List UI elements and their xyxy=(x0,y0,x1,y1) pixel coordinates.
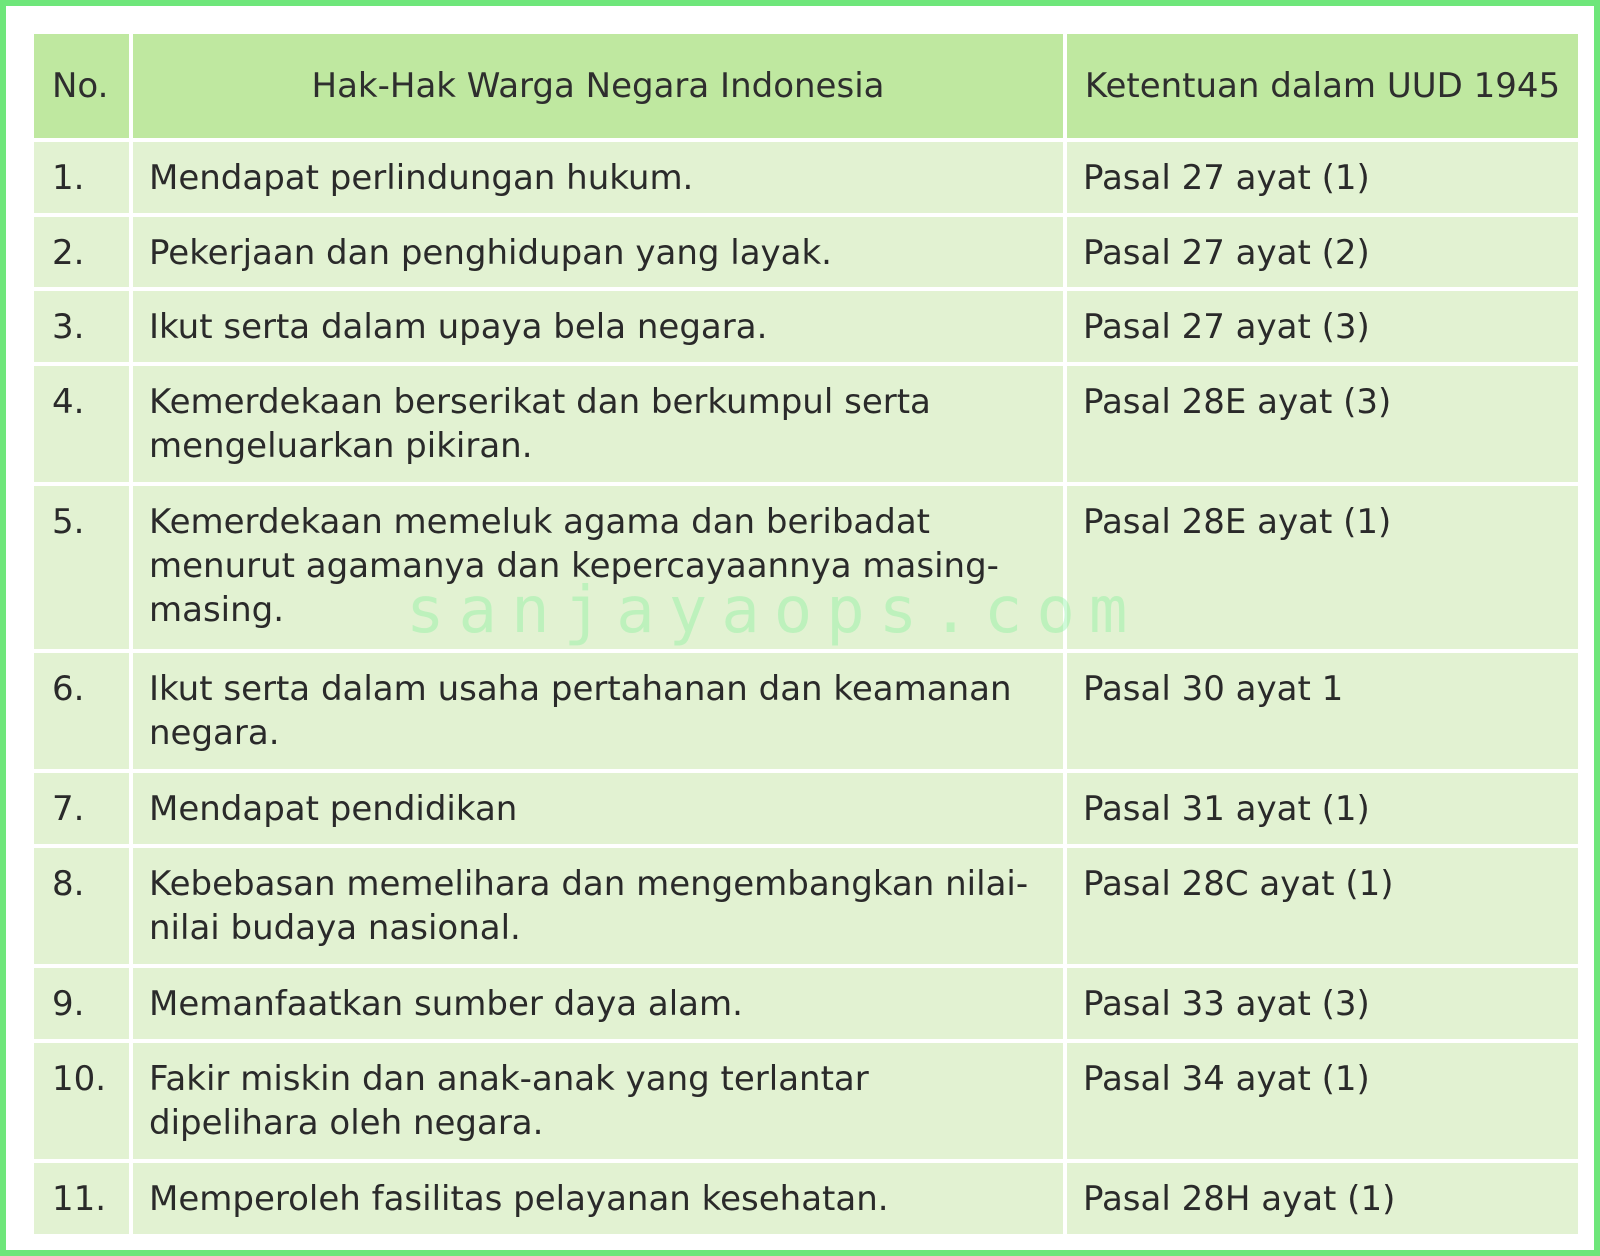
table-row xyxy=(34,217,1578,288)
row-right: Fakir miskin dan anak-anak yang terlantar dipelihara oleh negara. xyxy=(133,1043,1063,1159)
row-right: Kemerdekaan memeluk agama dan beribadat menurut agamanya dan kepercayaannya masing-masing. xyxy=(133,486,1063,648)
table-row xyxy=(34,773,1578,844)
row-number: 11. xyxy=(34,1163,129,1234)
row-number: 8. xyxy=(34,848,129,964)
table-row xyxy=(34,486,1578,648)
row-article: Pasal 31 ayat (1) xyxy=(1067,773,1578,844)
row-article: Pasal 28C ayat (1) xyxy=(1067,848,1578,964)
table-row xyxy=(34,653,1578,769)
row-number: 3. xyxy=(34,291,129,362)
row-number: 9. xyxy=(34,968,129,1039)
row-number: 7. xyxy=(34,773,129,844)
table-row xyxy=(34,848,1578,964)
row-right: Ikut serta dalam usaha pertahanan dan keamanan negara. xyxy=(133,653,1063,769)
row-article: Pasal 28E ayat (1) xyxy=(1067,486,1578,648)
row-article: Pasal 27 ayat (3) xyxy=(1067,291,1578,362)
row-number: 2. xyxy=(34,217,129,288)
watermark-text: sanjayaops.com xyxy=(406,574,1142,648)
row-right: Ikut serta dalam upaya bela negara. xyxy=(133,291,1063,362)
row-number: 5. xyxy=(34,486,129,648)
row-right: Pekerjaan dan penghidupan yang layak. xyxy=(133,217,1063,288)
header-no: No. xyxy=(34,34,129,138)
table-row xyxy=(34,142,1578,213)
row-article: Pasal 30 ayat 1 xyxy=(1067,653,1578,769)
table-header-row xyxy=(34,34,1578,138)
header-ketentuan: Ketentuan dalam UUD 1945 xyxy=(1067,34,1578,138)
row-article: Pasal 28E ayat (3) xyxy=(1067,366,1578,482)
table-row xyxy=(34,291,1578,362)
row-article: Pasal 34 ayat (1) xyxy=(1067,1043,1578,1159)
table-row xyxy=(34,1043,1578,1159)
row-article: Pasal 27 ayat (1) xyxy=(1067,142,1578,213)
row-number: 10. xyxy=(34,1043,129,1159)
table-row xyxy=(34,1163,1578,1234)
row-article: Pasal 33 ayat (3) xyxy=(1067,968,1578,1039)
row-right: Kemerdekaan berserikat dan berkumpul serta mengeluarkan pikiran. xyxy=(133,366,1063,482)
row-right: Kebebasan memelihara dan mengembangkan nilai-nilai budaya nasional. xyxy=(133,848,1063,964)
rights-table-container xyxy=(30,30,1582,1238)
table-row xyxy=(34,366,1578,482)
table-row xyxy=(34,968,1578,1039)
row-right: Mendapat perlindungan hukum. xyxy=(133,142,1063,213)
row-number: 4. xyxy=(34,366,129,482)
row-right: Memanfaatkan sumber daya alam. xyxy=(133,968,1063,1039)
row-right: Memperoleh fasilitas pelayanan kesehatan. xyxy=(133,1163,1063,1234)
header-hak: Hak-Hak Warga Negara Indonesia xyxy=(133,34,1063,138)
row-right: Mendapat pendidikan xyxy=(133,773,1063,844)
row-number: 1. xyxy=(34,142,129,213)
row-article: Pasal 27 ayat (2) xyxy=(1067,217,1578,288)
rights-table xyxy=(30,30,1582,1238)
row-number: 6. xyxy=(34,653,129,769)
row-article: Pasal 28H ayat (1) xyxy=(1067,1163,1578,1234)
